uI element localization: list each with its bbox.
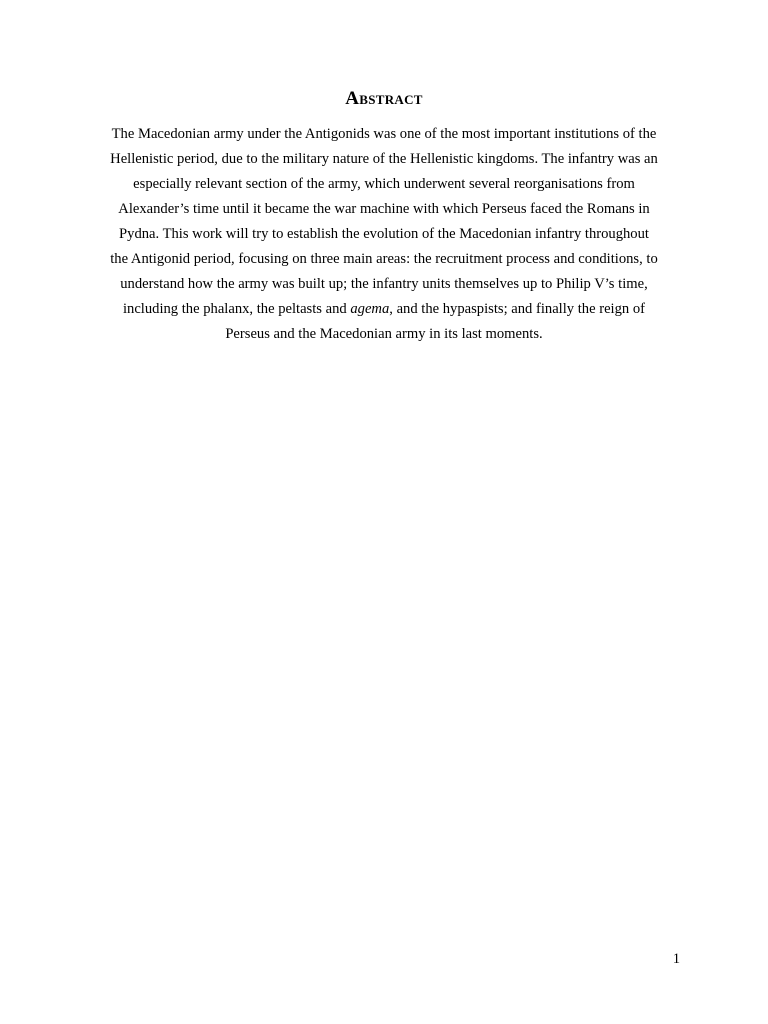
abstract-line-8-before: including the phalanx, the peltasts and	[122, 301, 351, 317]
abstract-line-1: The Macedonian army under the Antigonids was one of the most important institutions of the	[111, 126, 657, 142]
abstract-title: Abstract	[345, 88, 423, 109]
agema-term: agema	[350, 301, 390, 317]
abstract-line-8-after: , and the hypaspists; and finally the reign of	[389, 301, 646, 317]
page-number: 1	[672, 951, 680, 967]
abstract-line-4: Alexander’s time until it became the war machine with which Perseus faced the Romans in	[118, 201, 650, 217]
abstract-line-3: especially relevant section of the army, which underwent several reorganisations from	[133, 176, 635, 192]
abstract-body	[84, 122, 684, 347]
abstract-line-5: Pydna. This work will try to establish the evolution of the Macedonian infantry throughout	[119, 226, 649, 242]
abstract-line-6: the Antigonid period, focusing on three main areas: the recruitment process and conditions, to	[110, 251, 658, 267]
abstract-line-2: Hellenistic period, due to the military nature of the Hellenistic kingdoms. The infantry was an	[110, 151, 658, 167]
abstract-line-7: understand how the army was built up; the infantry units themselves up to Philip V’s time,	[120, 276, 648, 292]
abstract-line-8	[84, 297, 684, 322]
abstract-line-9: Perseus and the Macedonian army in its last moments.	[225, 326, 543, 342]
